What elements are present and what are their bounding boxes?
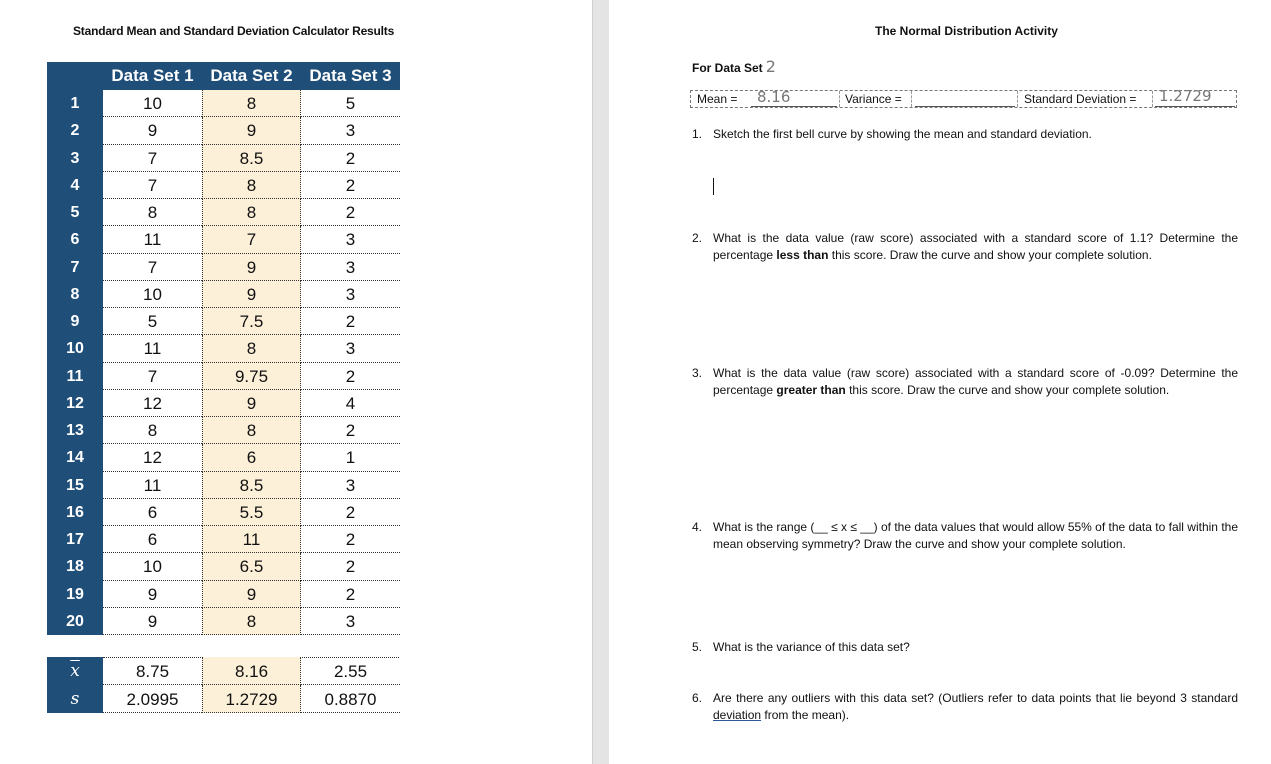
cell-data-set-1: 9 [103, 117, 202, 144]
table-row [47, 417, 399, 444]
cell-data-set-3: 3 [301, 472, 400, 499]
std-data-set-3: 0.8870 [301, 685, 400, 713]
cell-data-set-1: 6 [103, 526, 202, 553]
emphasis-greater-than: greater than [776, 383, 846, 397]
mean-handwritten-value[interactable]: 8.16 [757, 88, 791, 106]
row-index: 5 [47, 199, 103, 226]
question-5 [692, 639, 1238, 656]
cell-data-set-3: 2 [301, 363, 400, 390]
cell-data-set-3: 2 [301, 172, 400, 199]
cell-data-set-3: 3 [301, 335, 400, 362]
question-number: 5. [692, 640, 703, 654]
table-row [47, 117, 399, 144]
cell-data-set-2: 7.5 [202, 308, 301, 335]
mean-symbol: $\overline{x}$ [47, 657, 103, 685]
std-answer-line [1155, 106, 1235, 107]
row-index: 20 [47, 608, 103, 635]
cell-data-set-1: 7 [103, 363, 202, 390]
cell-data-set-2: 8 [202, 335, 301, 362]
question-number: 1. [692, 127, 703, 141]
cell-data-set-2: 8 [202, 608, 301, 635]
std-data-set-1: 2.0995 [103, 685, 202, 713]
row-index: 6 [47, 226, 103, 253]
cell-data-set-3: 3 [301, 281, 400, 308]
header-corner [47, 62, 103, 90]
row-index: 7 [47, 254, 103, 281]
question-text: What is the range (__ ≤ x ≤ __) of the data values that would allow 55% of the data to fall within the mean observing symmetry? Draw the curve and show your complete solution. [713, 520, 1238, 551]
mean-data-set-3: 2.55 [301, 657, 400, 685]
table-row [47, 281, 399, 308]
row-index: 19 [47, 581, 103, 608]
table-row [47, 308, 399, 335]
cell-data-set-1: 11 [103, 335, 202, 362]
std-symbol: s [47, 685, 103, 713]
table-row [47, 553, 399, 580]
mean-row [47, 657, 399, 685]
cell-data-set-1: 5 [103, 308, 202, 335]
table-row [47, 444, 399, 471]
question-text: Are there any outliers with this data set? (Outliers refer to data points that lie beyond 3 standard deviation from the mean). [713, 691, 1238, 722]
answer-stats-box [690, 87, 1237, 108]
question-text: What is the variance of this data set? [713, 640, 910, 654]
table-header [47, 62, 399, 90]
question-number: 6. [692, 691, 703, 705]
cell-data-set-3: 2 [301, 581, 400, 608]
std-row [47, 685, 399, 713]
cell-data-set-3: 2 [301, 526, 400, 553]
cell-data-set-1: 10 [103, 281, 202, 308]
cell-data-set-3: 3 [301, 226, 400, 253]
cell-data-set-3: 2 [301, 553, 400, 580]
question-6 [692, 690, 1238, 724]
cell-data-set-2: 9 [202, 117, 301, 144]
cell-data-set-2: 9 [202, 281, 301, 308]
cell-data-set-1: 9 [103, 581, 202, 608]
mean-label: Mean = [697, 92, 738, 106]
calculator-results-title: Standard Mean and Standard Deviation Calculator Results [73, 24, 395, 38]
table-row [47, 199, 399, 226]
std-label: Standard Deviation = [1024, 92, 1137, 106]
cell-data-set-2: 8 [202, 417, 301, 444]
mean-answer-line [751, 106, 837, 107]
cell-data-set-3: 1 [301, 444, 400, 471]
question-number: 2. [692, 231, 703, 245]
cell-data-set-1: 7 [103, 254, 202, 281]
cell-data-set-3: 2 [301, 199, 400, 226]
cell-data-set-1: 10 [103, 553, 202, 580]
table-row [47, 363, 399, 390]
cell-data-set-2: 9 [202, 581, 301, 608]
cell-data-set-1: 11 [103, 226, 202, 253]
mean-data-set-2: 8.16 [202, 657, 301, 685]
spellcheck-underlined-word[interactable]: deviation [713, 708, 762, 722]
page-gutter [592, 0, 610, 764]
activity-title: The Normal Distribution Activity [875, 24, 1058, 38]
dataset-label [692, 57, 776, 76]
question-text: Sketch the first bell curve by showing the mean and standard deviation. [713, 127, 1092, 141]
cell-data-set-1: 9 [103, 608, 202, 635]
cell-data-set-2: 6.5 [202, 553, 301, 580]
summary-stats-table [47, 657, 399, 713]
cell-data-set-1: 7 [103, 172, 202, 199]
cell-data-set-3: 2 [301, 145, 400, 172]
cell-data-set-1: 8 [103, 199, 202, 226]
table-row [47, 390, 399, 417]
cell-data-set-1: 12 [103, 444, 202, 471]
table-row [47, 172, 399, 199]
cell-data-set-3: 3 [301, 117, 400, 144]
table-row [47, 145, 399, 172]
cell-data-set-2: 5.5 [202, 499, 301, 526]
row-index: 9 [47, 308, 103, 335]
cell-data-set-1: 12 [103, 390, 202, 417]
mean-data-set-1: 8.75 [103, 657, 202, 685]
cell-data-set-1: 10 [103, 90, 202, 117]
row-index: 14 [47, 444, 103, 471]
variance-answer-line[interactable] [915, 106, 1015, 107]
cell-data-set-2: 8 [202, 90, 301, 117]
cell-data-set-3: 2 [301, 499, 400, 526]
cell-data-set-2: 9 [202, 390, 301, 417]
row-index: 15 [47, 472, 103, 499]
row-index: 18 [47, 553, 103, 580]
row-index: 12 [47, 390, 103, 417]
box-separator [1152, 91, 1153, 107]
row-index: 11 [47, 363, 103, 390]
question-3 [692, 365, 1238, 399]
cell-data-set-3: 5 [301, 90, 400, 117]
question-text: What is the data value (raw score) associated with a standard score of 1.1? Determine the percentage less than this score. Draw the curve and show your complete solution. [713, 231, 1238, 262]
box-separator [839, 91, 840, 107]
std-handwritten-value[interactable]: 1.2729 [1159, 87, 1212, 105]
data-table [47, 62, 399, 635]
question-number: 3. [692, 366, 703, 380]
row-index: 16 [47, 499, 103, 526]
dataset-handwritten-value[interactable]: 2 [765, 57, 776, 76]
cell-data-set-2: 11 [202, 526, 301, 553]
question-number: 4. [692, 520, 703, 534]
cell-data-set-2: 8 [202, 172, 301, 199]
cell-data-set-2: 6 [202, 444, 301, 471]
table-row [47, 254, 399, 281]
cell-data-set-1: 7 [103, 145, 202, 172]
box-separator [1017, 91, 1018, 107]
header-data-set-3: Data Set 3 [301, 62, 400, 90]
table-row [47, 226, 399, 253]
row-index: 4 [47, 172, 103, 199]
question-text: What is the data value (raw score) associated with a standard score of -0.09? Determine the percentage greater than this score. Draw the curve and show your complete solution. [713, 366, 1238, 397]
cell-data-set-1: 6 [103, 499, 202, 526]
row-index: 10 [47, 335, 103, 362]
row-index: 17 [47, 526, 103, 553]
table-row [47, 581, 399, 608]
cell-data-set-1: 11 [103, 472, 202, 499]
table-row [47, 90, 399, 117]
box-separator [911, 91, 912, 107]
row-index: 2 [47, 117, 103, 144]
table-body [47, 90, 399, 635]
question-1 [692, 126, 1238, 143]
std-data-set-2: 1.2729 [202, 685, 301, 713]
cell-data-set-1: 8 [103, 417, 202, 444]
question-4 [692, 519, 1238, 553]
row-index: 1 [47, 90, 103, 117]
left-page [0, 0, 592, 764]
table-row [47, 335, 399, 362]
table-row [47, 608, 399, 635]
cell-data-set-3: 2 [301, 308, 400, 335]
dataset-label-text: For Data Set [692, 61, 763, 75]
right-page [609, 0, 1271, 764]
cell-data-set-3: 2 [301, 417, 400, 444]
cell-data-set-2: 9 [202, 254, 301, 281]
cell-data-set-3: 4 [301, 390, 400, 417]
row-index: 3 [47, 145, 103, 172]
row-index: 13 [47, 417, 103, 444]
emphasis-less-than: less than [776, 248, 829, 262]
variance-label: Variance = [845, 92, 902, 106]
table-row [47, 472, 399, 499]
table-row [47, 526, 399, 553]
cell-data-set-3: 3 [301, 608, 400, 635]
cell-data-set-2: 8.5 [202, 472, 301, 499]
cell-data-set-2: 7 [202, 226, 301, 253]
question-2 [692, 230, 1238, 264]
header-data-set-2: Data Set 2 [202, 62, 301, 90]
cell-data-set-2: 8.5 [202, 145, 301, 172]
header-data-set-1: Data Set 1 [103, 62, 202, 90]
table-row [47, 499, 399, 526]
cell-data-set-3: 3 [301, 254, 400, 281]
row-index: 8 [47, 281, 103, 308]
cell-data-set-2: 9.75 [202, 363, 301, 390]
cell-data-set-2: 8 [202, 199, 301, 226]
text-cursor [713, 178, 714, 195]
